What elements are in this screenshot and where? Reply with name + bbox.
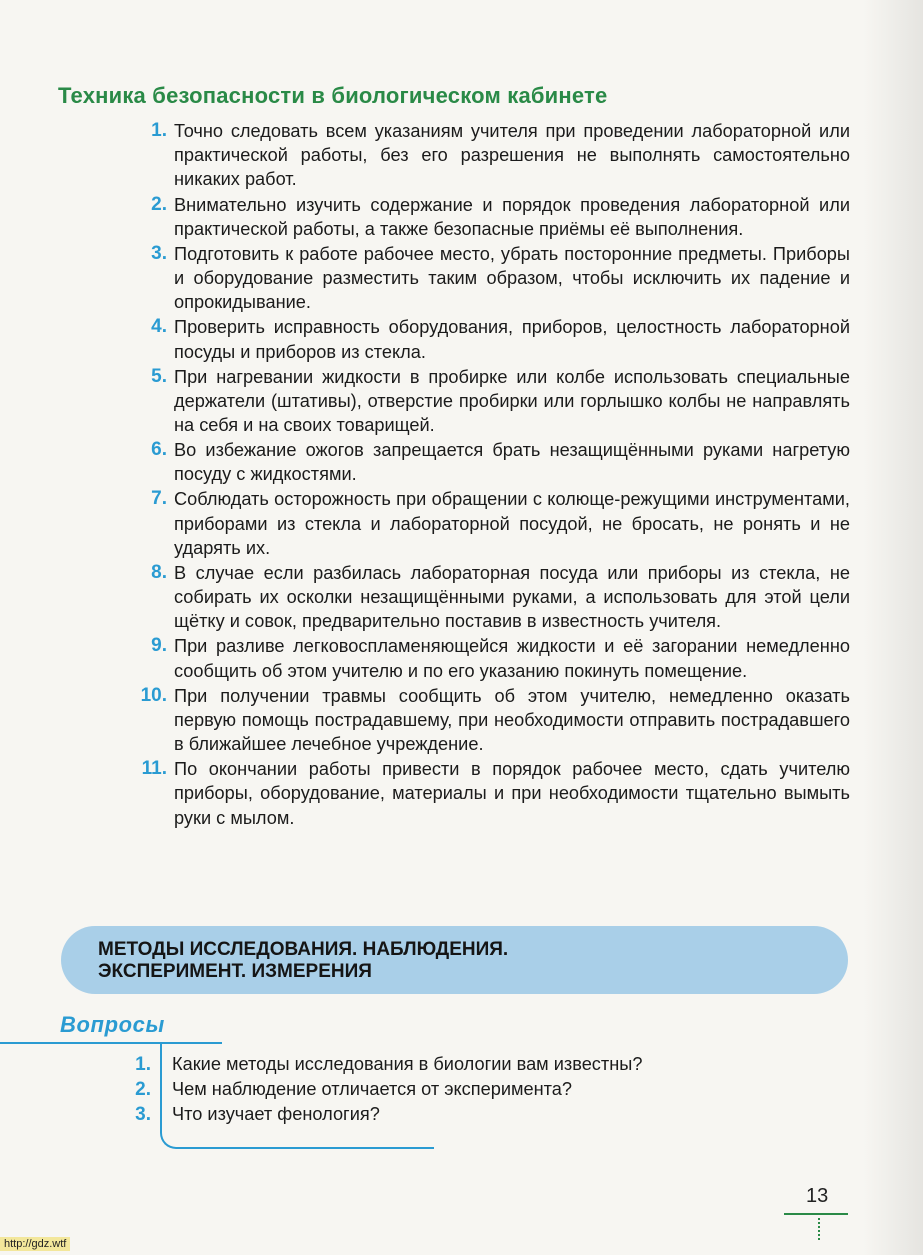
rule-number: 9. <box>151 635 167 657</box>
question-text: Чем наблюдение отличается от эксперимента? <box>172 1079 573 1099</box>
rule-text: При нагревании жидкости в пробирке или колбе использовать специальные держатели (штативы), отверстие пробирки или горлышко колбы не направлять на себя и на своих товарищей. <box>174 366 850 435</box>
section-title: МЕТОДЫ ИССЛЕДОВАНИЯ. НАБЛЮДЕНИЯ. ЭКСПЕРИМЕНТ. ИЗМЕРЕНИЯ <box>98 939 509 982</box>
questions-list <box>126 1052 642 1127</box>
rule-text: Точно следовать всем указаниям учителя при проведении лабораторной или практической работы, без его разрешения не выполнять самостоятельно никаких работ. <box>174 121 850 190</box>
list-item <box>126 634 850 682</box>
page-edge-shadow <box>863 0 923 1255</box>
rule-number: 11. <box>141 758 167 780</box>
page-number-tick <box>818 1218 820 1240</box>
page-title: Техника безопасности в биологическом кабинете <box>58 83 608 108</box>
rule-number: 1. <box>151 120 167 141</box>
page-number-rule <box>784 1213 848 1215</box>
rule-number: 8. <box>151 561 167 583</box>
list-item <box>126 119 850 192</box>
rule-number: 3. <box>151 242 167 264</box>
rule-text: По окончании работы привести в порядок рабочее место, сдать учителю приборы, оборудование, материалы и при необходимости тщательно вымыть руки с мылом. <box>174 759 850 828</box>
rule-number: 6. <box>151 439 167 461</box>
list-item <box>126 1077 642 1102</box>
rule-number: 4. <box>151 316 167 338</box>
question-number: 3. <box>135 1104 151 1125</box>
section-banner <box>61 926 848 994</box>
rule-number: 10. <box>140 684 167 706</box>
question-number: 2. <box>135 1079 151 1100</box>
safety-rules-list <box>126 119 850 831</box>
list-item <box>126 1052 642 1077</box>
page-number: 13 <box>806 1185 829 1207</box>
list-item <box>126 1102 642 1127</box>
rule-number: 7. <box>151 488 167 510</box>
rule-text: При разливе легковоспламеняющейся жидкости и её загорании немедленно сообщить об этом учителю и по его указанию покинуть помещение. <box>174 636 850 681</box>
rule-text: В случае если разбилась лабораторная посуда или приборы из стекла, не собирать их осколки незащищёнными руками, а использовать для этой цели щётку и совок, предварительно поставив в известность учителя. <box>174 562 850 632</box>
question-number: 1. <box>135 1054 151 1075</box>
list-item <box>126 242 850 315</box>
list-item <box>126 365 850 438</box>
watermark-link[interactable]: http://gdz.wtf <box>0 1237 70 1251</box>
question-text: Что изучает фенология? <box>172 1104 380 1124</box>
list-item <box>126 684 850 757</box>
rule-number: 5. <box>151 365 167 387</box>
list-item <box>126 438 850 486</box>
list-item <box>126 561 850 634</box>
list-item <box>126 193 850 241</box>
list-item <box>126 487 850 560</box>
rule-text: Подготовить к работе рабочее место, убрать посторонние предметы. Приборы и оборудование разместить таким образом, чтобы исключить их падение и опрокидывание. <box>174 243 850 313</box>
rule-text: Проверить исправность оборудования, приборов, целостность лабораторной посуды и приборов из стекла. <box>174 317 850 362</box>
rule-text: Соблюдать осторожность при обращении с колюще-режущими инструментами, приборами из стекла и лабораторной посудой, не бросать, не ронять и не ударять их. <box>174 489 850 558</box>
rule-text: При получении травмы сообщить об этом учителю, немедленно оказать первую помощь пострадавшему, при необходимости отправить пострадавшего в ближайшее лечебное учреждение. <box>174 685 850 755</box>
list-item <box>126 757 850 830</box>
rule-number: 2. <box>151 193 167 215</box>
rule-text: Внимательно изучить содержание и порядок проведения лабораторной или практической работы, а также безопасные приёмы её выполнения. <box>174 194 850 239</box>
questions-heading: Вопросы <box>60 1012 165 1037</box>
question-text: Какие методы исследования в биологии вам известны? <box>172 1054 643 1074</box>
rule-text: Во избежание ожогов запрещается брать незащищёнными руками нагретую посуду с жидкостями. <box>174 440 850 485</box>
list-item <box>126 315 850 363</box>
